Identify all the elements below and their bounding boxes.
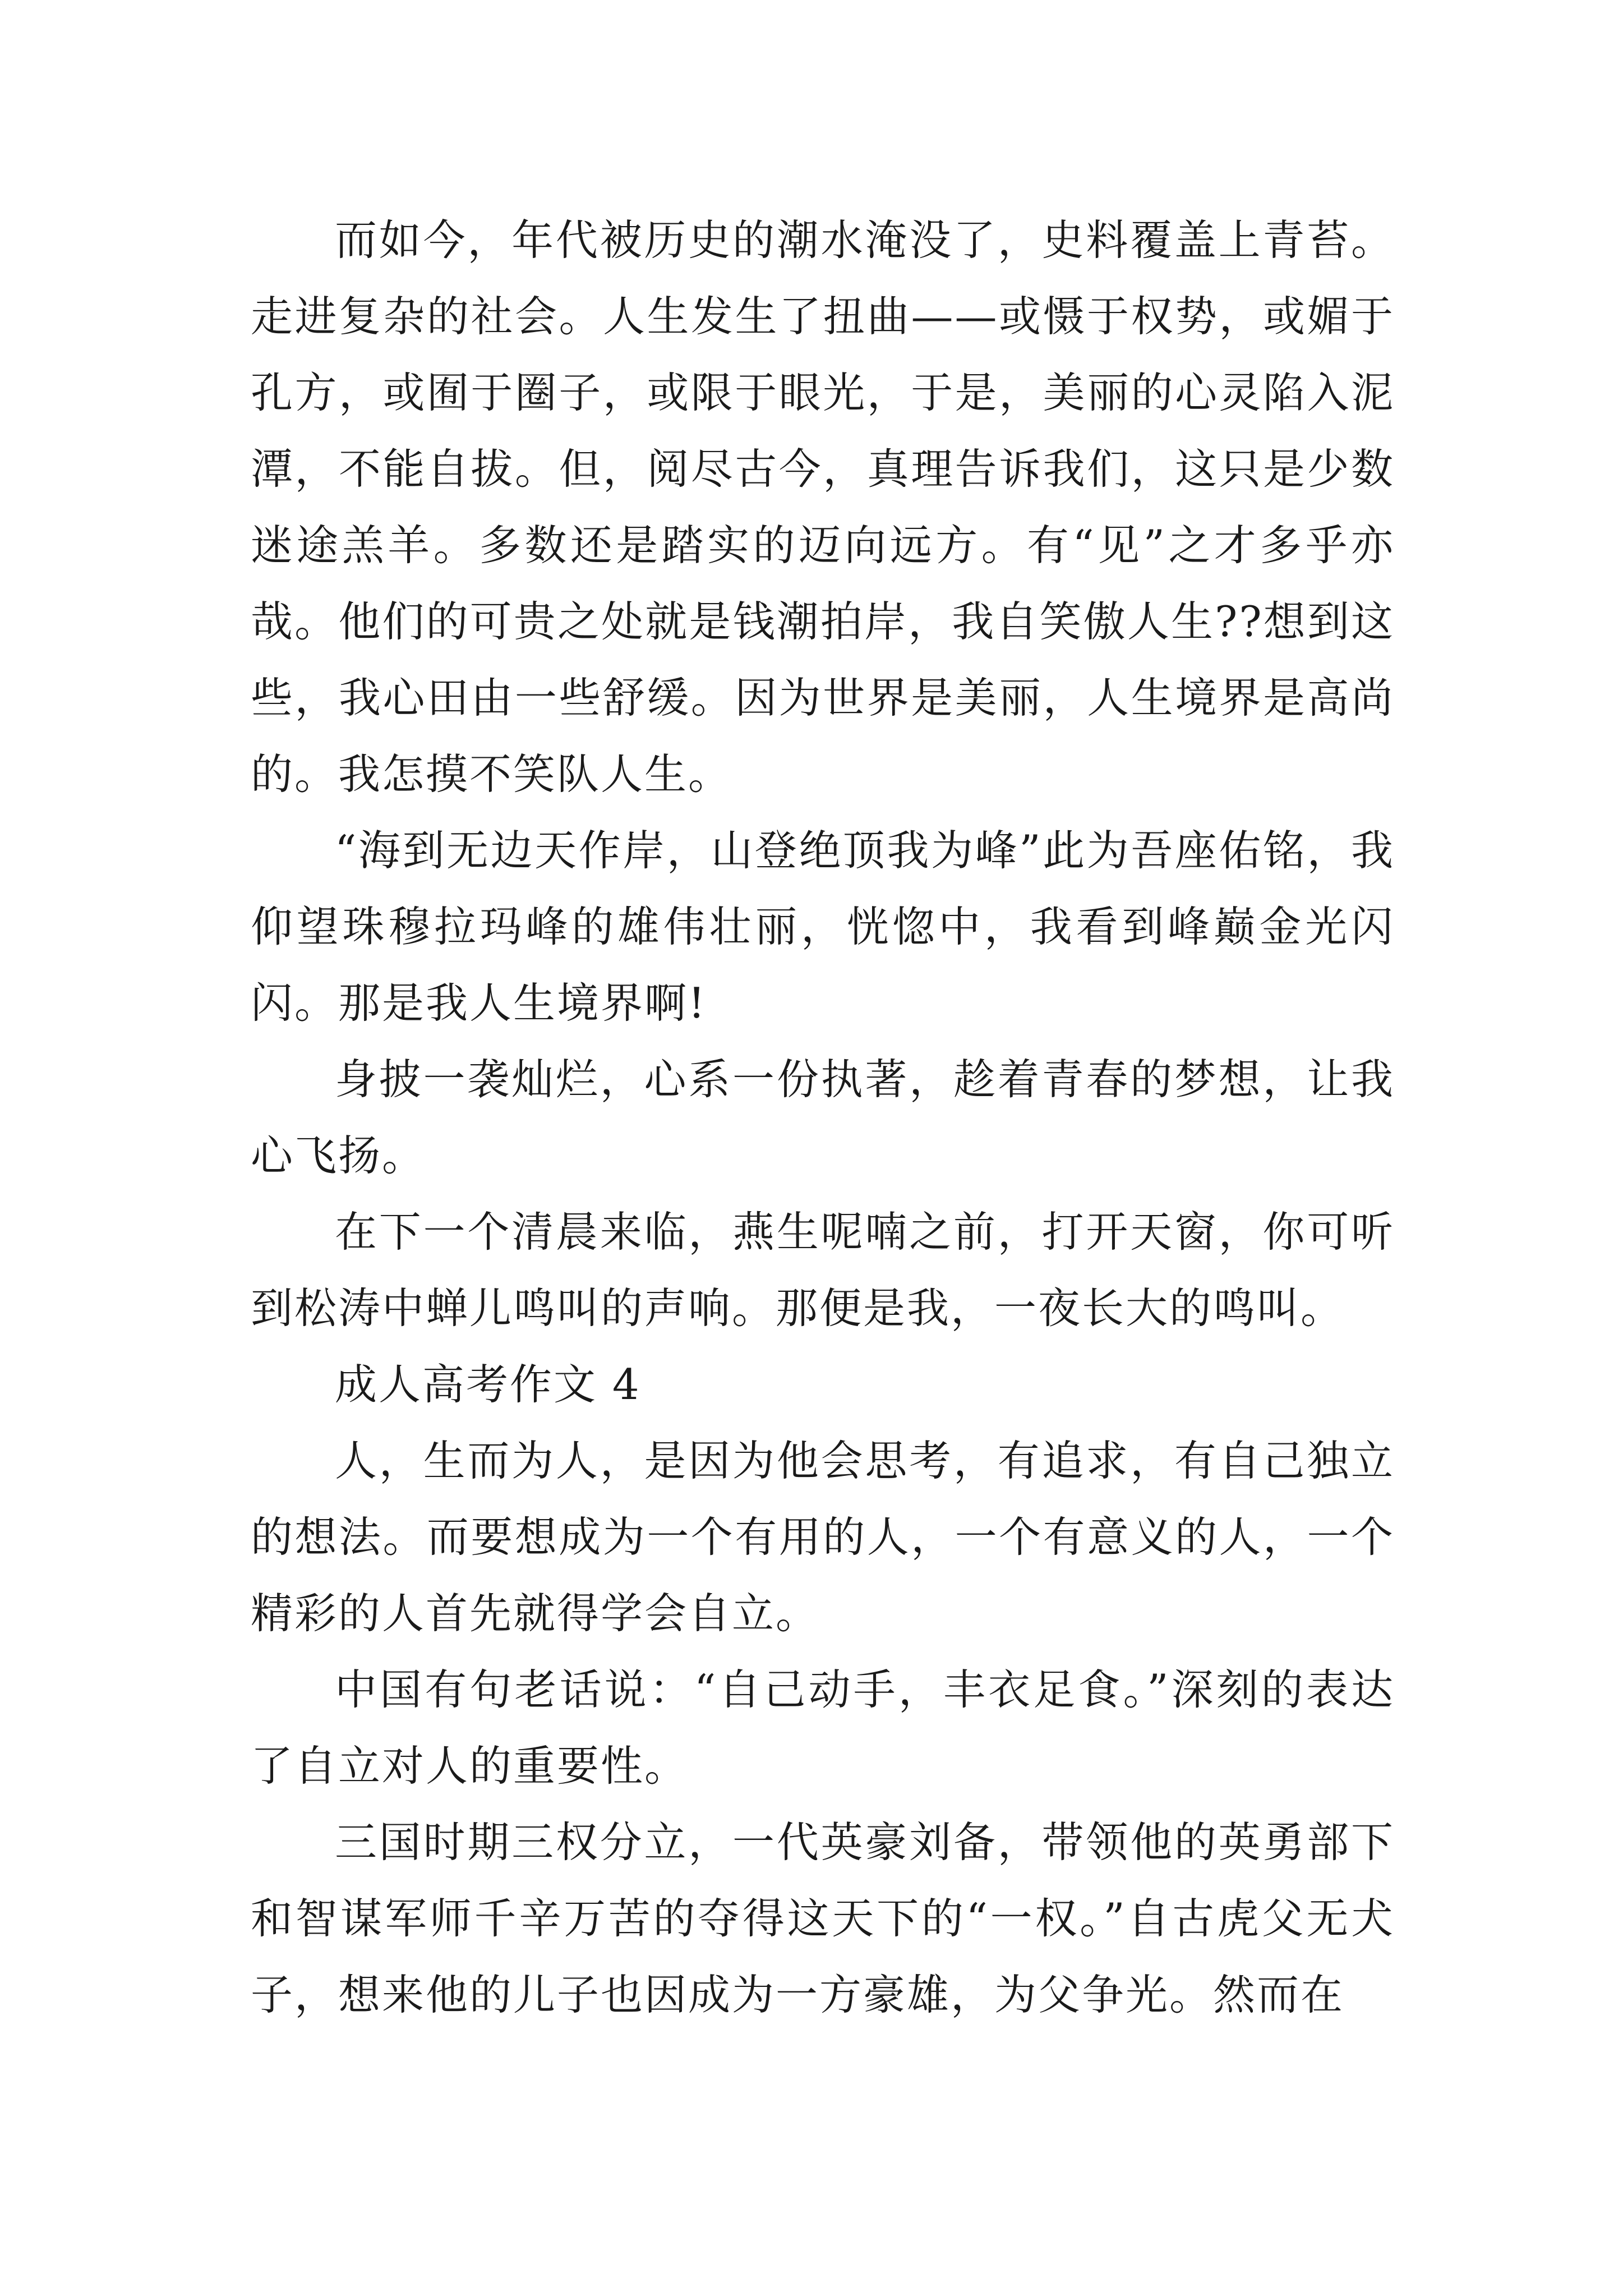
paragraph-4: 在下一个清晨来临，燕生呢喃之前，打开天窗，你可听到松涛中蝉儿鸣叫的声响。那便是我，一夜长大的鸣叫。 xyxy=(251,1207,1395,1333)
section-heading: 成人高考作文 4 xyxy=(335,1360,641,1409)
paragraph-6: 中国有句老话说：“自己动手，丰衣足食。”深刻的表达了自立对人的重要性。 xyxy=(251,1665,1395,1791)
paragraph-3: 身披一袭灿烂，心系一份执著，趁着青春的梦想，让我心飞扬。 xyxy=(251,1055,1395,1180)
document-body xyxy=(251,202,1395,2033)
paragraph-5: 人，生而为人，是因为他会思考，有追求，有自己独立的想法。而要想成为一个有用的人，一个有意义的人，一个精彩的人首先就得学会自立。 xyxy=(251,1436,1395,1638)
paragraph-7: 三国时期三权分立，一代英豪刘备，带领他的英勇部下和智谋军师千辛万苦的夺得这天下的“一权。”自古虎父无犬子，想来他的儿子也因成为一方豪雄，为父争光。然而在 xyxy=(251,1818,1395,2019)
paragraph-1: 而如今，年代被历史的潮水淹没了，史料覆盖上青苔。走进复杂的社会。人生发生了扭曲——或慑于权势，或媚于孔方，或囿于圈子，或限于眼光，于是，美丽的心灵陷入泥潭，不能自拔。但，阅尽古今，真理告诉我们，这只是少数迷途羔羊。多数还是踏实的迈向远方。有“见”之才多乎亦哉。他们的可贵之处就是钱潮拍岸，我自笑傲人生??想到这些，我心田由一些舒缓。因为世界是美丽，人生境界是高尚的。我怎摸不笑队人生。 xyxy=(251,215,1395,799)
paragraph-2: “海到无边天作岸，山登绝顶我为峰”此为吾座佑铭，我仰望珠穆拉玛峰的雄伟壮丽，恍惚中，我看到峰巅金光闪闪。那是我人生境界啊! xyxy=(251,826,1395,1028)
